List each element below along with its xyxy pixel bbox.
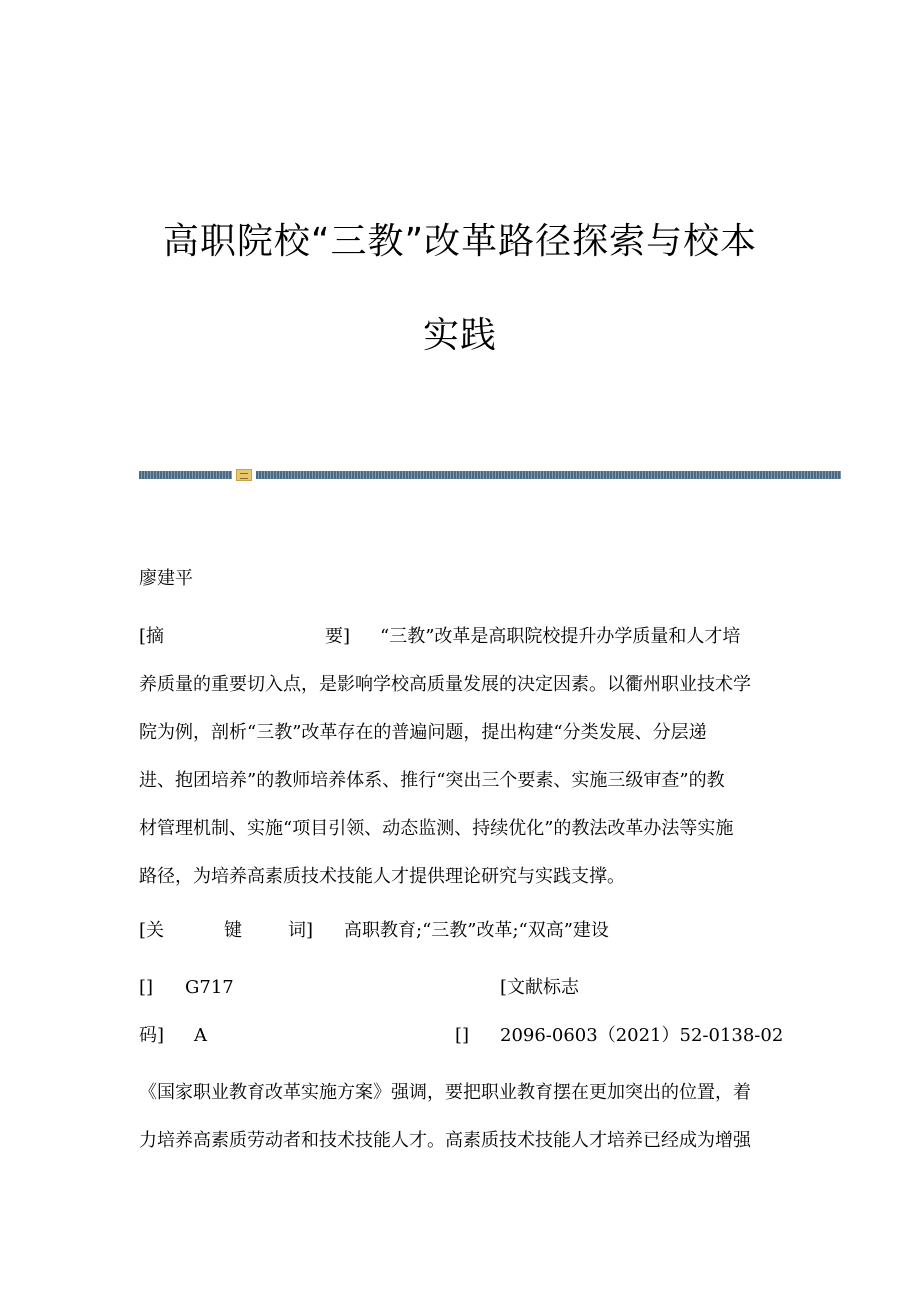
abstract-line-6: 路径，为培养高素质技术技能人才提供理论研究与实践支撑。 (139, 866, 625, 887)
keywords-label-3: 词] (288, 920, 314, 941)
abstract-line-3: 院为例，剖析“三教”改革存在的普遍问题，提出构建“分类发展、分层递 (139, 722, 707, 743)
clc-number: G717 (185, 977, 234, 998)
abstract-label-close: 要] (325, 626, 351, 647)
abstract-line-1: “三教”改革是高职院校提升办学质量和人才培 (380, 626, 741, 647)
abstract-label-open: [摘 (139, 626, 165, 647)
divider-bar-left (139, 471, 232, 479)
article-no-bracket: [] (455, 1025, 470, 1046)
keywords-label-1: [关 (139, 920, 165, 941)
divider-bar-right (256, 471, 841, 479)
doc-code-label-a: [文献标志 (500, 977, 580, 998)
body-line-1: 《国家职业教育改革实施方案》强调，要把职业教育摆在更加突出的位置，着 (139, 1082, 751, 1103)
abstract-line-2: 养质量的重要切入点，是影响学校高质量发展的决定因素。以衢州职业技术学 (139, 674, 751, 695)
abstract-line-4: 进、抱团培养”的教师培养体系、推行“突出三个要素、实施三级审查”的教 (139, 770, 725, 791)
doc-code-label-b: 码] (139, 1025, 165, 1046)
abstract-line-5: 材管理机制、实施“项目引领、动态监测、持续优化”的教法改革办法等实施 (139, 818, 734, 839)
article-number: 2096-0603（2021）52-0138-02 (500, 1025, 784, 1046)
author-name: 廖建平 (139, 568, 193, 589)
title-line-1: 高职院校“三教”改革路径探索与校本 (162, 221, 758, 262)
clc-bracket: [] (139, 977, 154, 998)
body-line-2: 力培养高素质劳动者和技术技能人才。高素质技术技能人才培养已经成为增强 (139, 1130, 751, 1151)
doc-code-value: A (194, 1025, 207, 1046)
keywords-label-2: 键 (224, 920, 242, 941)
keywords-text: 高职教育;“三教”改革;“双高”建设 (344, 920, 609, 941)
divider-ornament-icon (236, 469, 252, 481)
title-line-2: 实践 (422, 315, 497, 356)
